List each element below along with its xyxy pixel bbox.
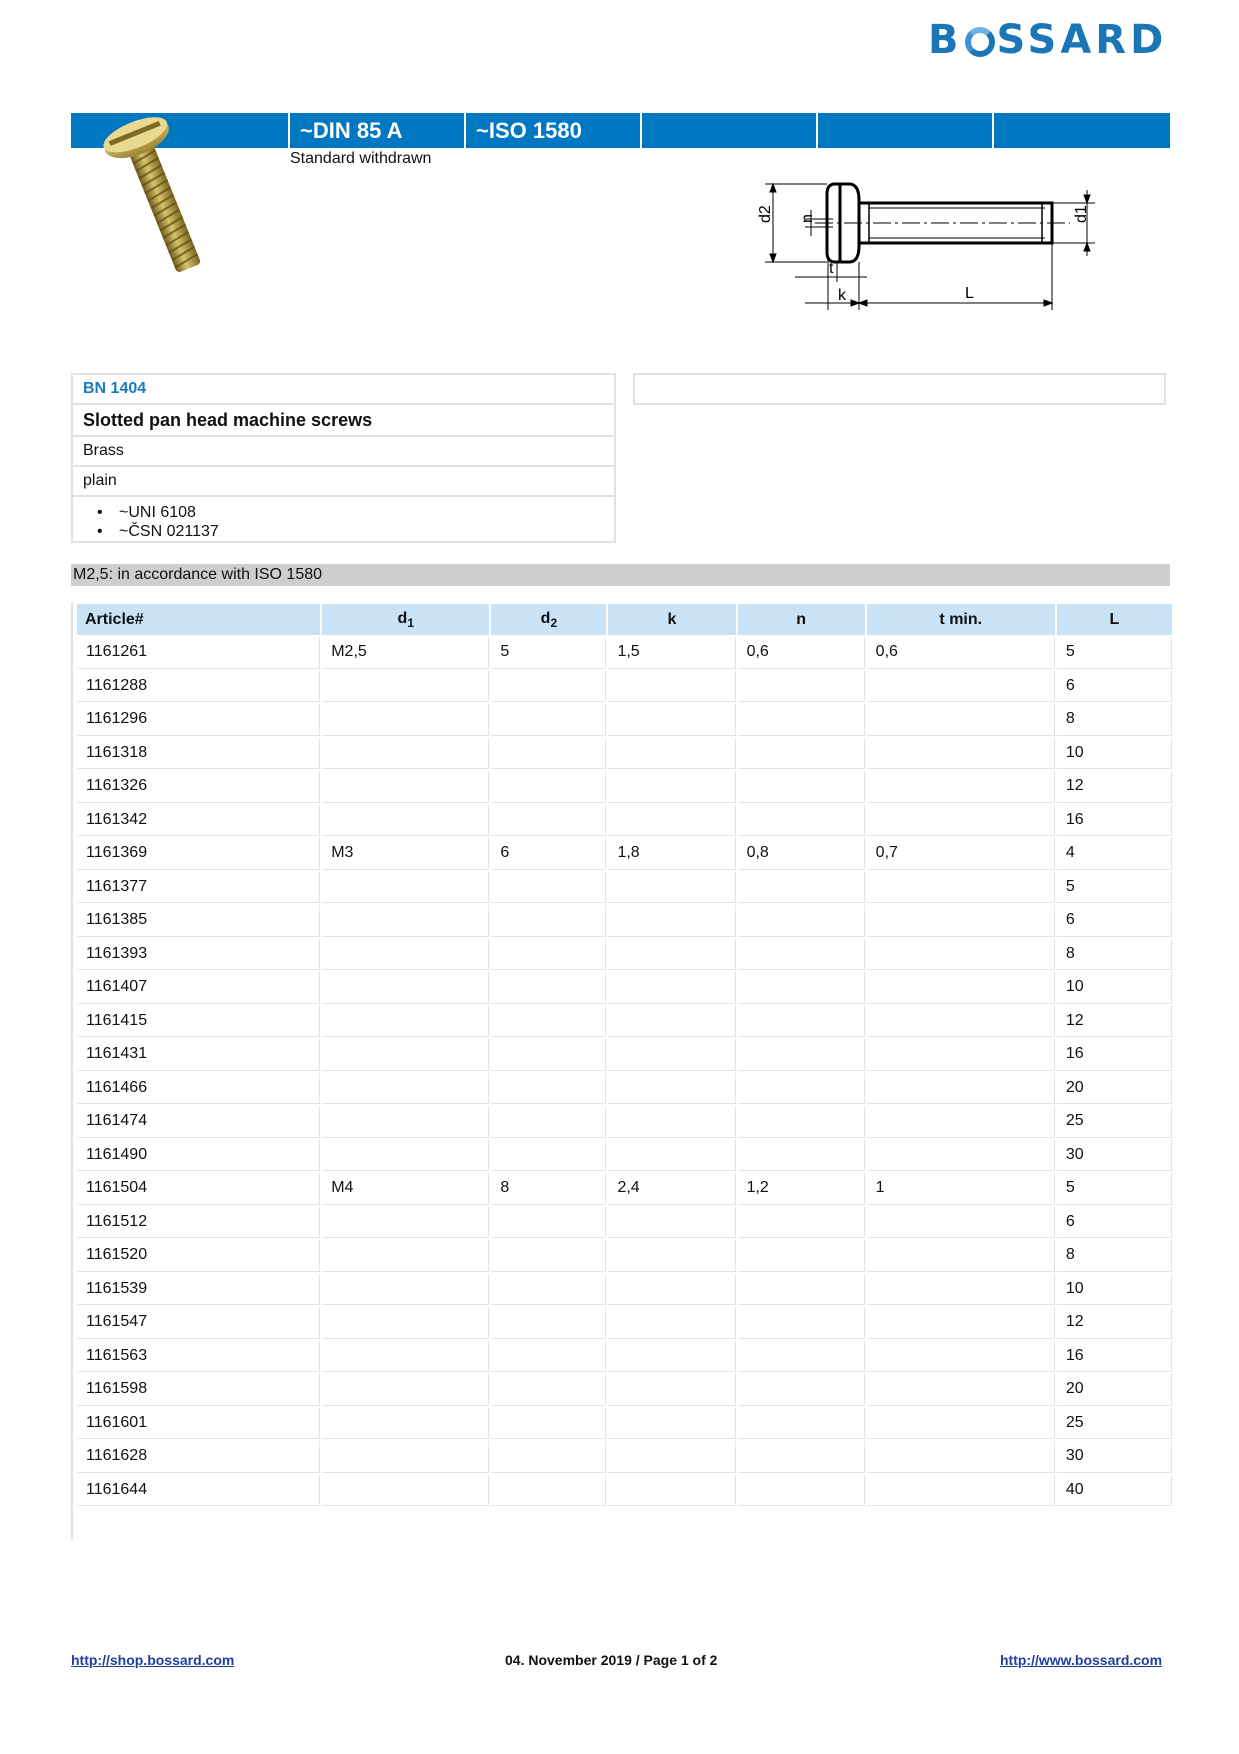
cell-n: 0,8 (738, 838, 865, 870)
table-row (77, 1006, 1172, 1038)
cell-k (608, 972, 735, 1004)
cell-t-min (867, 671, 1055, 703)
header-L: L (1057, 604, 1172, 635)
cell-n (738, 1106, 865, 1138)
cell-L: 25 (1057, 1408, 1172, 1440)
cell-n (738, 671, 865, 703)
cell-L: 25 (1057, 1106, 1172, 1138)
table-row (77, 939, 1172, 971)
technical-drawing (745, 170, 1145, 345)
cell-d2 (491, 1073, 606, 1105)
cell-L: 6 (1057, 671, 1172, 703)
cell-n (738, 1341, 865, 1373)
footer-web-link-wrap (1000, 1652, 1162, 1668)
cell-L: 10 (1057, 738, 1172, 770)
cell-d1 (322, 1073, 489, 1105)
cell-t-min (867, 939, 1055, 971)
cell-t-min (867, 1039, 1055, 1071)
cell-k (608, 1441, 735, 1473)
bossard-logo (928, 18, 1167, 62)
table-row (77, 1039, 1172, 1071)
cell-d1 (322, 905, 489, 937)
cell-article: 1161326 (77, 771, 320, 803)
table-row (77, 1374, 1172, 1406)
cell-d1 (322, 1006, 489, 1038)
cell-L: 30 (1057, 1441, 1172, 1473)
product-info-box (71, 373, 616, 543)
cell-k (608, 1140, 735, 1172)
table-row (77, 1341, 1172, 1373)
cell-L: 40 (1057, 1475, 1172, 1507)
cell-article: 1161385 (77, 905, 320, 937)
cell-d2: 6 (491, 838, 606, 870)
standard-note: M2,5: in accordance with ISO 1580 (71, 564, 1170, 586)
cell-k (608, 1274, 735, 1306)
cell-d1 (322, 1441, 489, 1473)
product-finish: plain (73, 467, 614, 497)
empty-info-box (633, 373, 1166, 405)
cell-n (738, 771, 865, 803)
cell-t-min (867, 1073, 1055, 1105)
cell-k (608, 1240, 735, 1272)
cell-k (608, 1341, 735, 1373)
cell-d2 (491, 704, 606, 736)
cell-d1 (322, 1408, 489, 1440)
cell-article: 1161539 (77, 1274, 320, 1306)
cell-n (738, 905, 865, 937)
table-row (77, 1307, 1172, 1339)
cell-d1 (322, 771, 489, 803)
cell-n (738, 738, 865, 770)
cell-d2 (491, 738, 606, 770)
cell-article: 1161547 (77, 1307, 320, 1339)
header-cell-empty (818, 113, 994, 148)
cell-d1 (322, 1106, 489, 1138)
footer-page-info: 04. November 2019 / Page 1 of 2 (505, 1652, 718, 1668)
equivalent-standard-item: • ~UNI 6108 (97, 503, 604, 522)
standards-header-bar (71, 113, 1170, 148)
table-row (77, 1173, 1172, 1205)
cell-d2: 8 (491, 1173, 606, 1205)
table-row (77, 838, 1172, 870)
cell-n (738, 1307, 865, 1339)
cell-d2 (491, 1240, 606, 1272)
cell-d1 (322, 704, 489, 736)
cell-L: 20 (1057, 1374, 1172, 1406)
cell-d2 (491, 1039, 606, 1071)
cell-k (608, 1106, 735, 1138)
cell-n (738, 1073, 865, 1105)
cell-t-min (867, 704, 1055, 736)
cell-L: 5 (1057, 637, 1172, 669)
cell-t-min: 1 (867, 1173, 1055, 1205)
cell-d1 (322, 1207, 489, 1239)
cell-d2 (491, 1274, 606, 1306)
cell-t-min (867, 1106, 1055, 1138)
website-link[interactable]: http://www.bossard.com (1000, 1652, 1163, 1668)
cell-L: 6 (1057, 1207, 1172, 1239)
cell-article: 1161504 (77, 1173, 320, 1205)
cell-t-min (867, 738, 1055, 770)
cell-article: 1161563 (77, 1341, 320, 1373)
table-row (77, 771, 1172, 803)
table-row (77, 1475, 1172, 1507)
logo-text-end: SSARD (996, 17, 1168, 63)
cell-L: 5 (1057, 872, 1172, 904)
table-row (77, 1073, 1172, 1105)
cell-n (738, 972, 865, 1004)
article-table (75, 602, 1174, 1508)
header-cell-empty (642, 113, 818, 148)
cell-d1 (322, 1274, 489, 1306)
cell-k (608, 671, 735, 703)
cell-article: 1161369 (77, 838, 320, 870)
cell-L: 6 (1057, 905, 1172, 937)
cell-n: 0,6 (738, 637, 865, 669)
header-cell-iso: ~ISO 1580 (466, 113, 642, 148)
cell-L: 10 (1057, 972, 1172, 1004)
cell-k (608, 1475, 735, 1507)
cell-d2 (491, 1341, 606, 1373)
cell-L: 8 (1057, 1240, 1172, 1272)
cell-d1 (322, 805, 489, 837)
cell-n (738, 1039, 865, 1071)
cell-L: 16 (1057, 805, 1172, 837)
table-row (77, 738, 1172, 770)
header-k: k (608, 604, 735, 635)
cell-d2 (491, 771, 606, 803)
table-row (77, 972, 1172, 1004)
cell-t-min (867, 905, 1055, 937)
cell-k (608, 1039, 735, 1071)
drawing-label-t: t (829, 260, 834, 277)
cell-t-min (867, 771, 1055, 803)
cell-t-min (867, 1274, 1055, 1306)
cell-article: 1161407 (77, 972, 320, 1004)
cell-d2 (491, 1441, 606, 1473)
cell-d2 (491, 805, 606, 837)
cell-n (738, 1475, 865, 1507)
cell-L: 16 (1057, 1039, 1172, 1071)
cell-k: 1,5 (608, 637, 735, 669)
cell-article: 1161288 (77, 671, 320, 703)
cell-n (738, 1408, 865, 1440)
cell-k (608, 1207, 735, 1239)
cell-k (608, 1408, 735, 1440)
cell-d2 (491, 939, 606, 971)
cell-article: 1161393 (77, 939, 320, 971)
table-row (77, 637, 1172, 669)
cell-article: 1161512 (77, 1207, 320, 1239)
shop-link[interactable]: http://shop.bossard.com (71, 1652, 235, 1668)
cell-k: 1,8 (608, 838, 735, 870)
table-row (77, 1140, 1172, 1172)
cell-n (738, 1140, 865, 1172)
cell-article: 1161318 (77, 738, 320, 770)
cell-t-min (867, 1374, 1055, 1406)
cell-article: 1161628 (77, 1441, 320, 1473)
article-table-container (71, 602, 1170, 1540)
cell-d2 (491, 1207, 606, 1239)
cell-k (608, 1073, 735, 1105)
screw-photo-icon (95, 108, 225, 283)
cell-article: 1161520 (77, 1240, 320, 1272)
cell-n (738, 872, 865, 904)
cell-d2 (491, 1006, 606, 1038)
cell-L: 8 (1057, 704, 1172, 736)
cell-n (738, 1441, 865, 1473)
cell-article: 1161296 (77, 704, 320, 736)
cell-d2 (491, 972, 606, 1004)
cell-t-min: 0,6 (867, 637, 1055, 669)
cell-d1 (322, 1307, 489, 1339)
cell-n (738, 704, 865, 736)
cell-L: 10 (1057, 1274, 1172, 1306)
drawing-label-d1: d1 (1073, 205, 1090, 223)
header-cell-empty (994, 113, 1170, 148)
cell-n (738, 1207, 865, 1239)
header-d2-main: d (540, 609, 551, 627)
cell-d1 (322, 872, 489, 904)
cell-d2 (491, 1307, 606, 1339)
header-n: n (738, 604, 865, 635)
drawing-label-k: k (838, 287, 846, 304)
cell-d1: M3 (322, 838, 489, 870)
product-code: BN 1404 (73, 375, 614, 405)
cell-L: 16 (1057, 1341, 1172, 1373)
cell-d1 (322, 1240, 489, 1272)
cell-t-min (867, 1341, 1055, 1373)
cell-t-min (867, 805, 1055, 837)
cell-article: 1161431 (77, 1039, 320, 1071)
product-name: Slotted pan head machine screws (73, 405, 614, 437)
header-d2-sub: 2 (550, 615, 558, 630)
cell-n (738, 1274, 865, 1306)
cell-d1 (322, 1039, 489, 1071)
header-d1-main: d (397, 609, 408, 627)
cell-article: 1161644 (77, 1475, 320, 1507)
header-d1-sub: 1 (407, 615, 415, 630)
cell-L: 20 (1057, 1073, 1172, 1105)
footer-shop-link-wrap (71, 1652, 234, 1668)
cell-t-min (867, 1475, 1055, 1507)
standard-status: Standard withdrawn (290, 150, 432, 167)
header-article: Article# (77, 604, 320, 635)
cell-d1 (322, 671, 489, 703)
cell-n: 1,2 (738, 1173, 865, 1205)
table-row (77, 1240, 1172, 1272)
equivalent-standards (73, 497, 614, 541)
cell-d1 (322, 738, 489, 770)
cell-article: 1161490 (77, 1140, 320, 1172)
header-t-min: t min. (867, 604, 1055, 635)
drawing-label-n: n (799, 214, 816, 223)
cell-article: 1161342 (77, 805, 320, 837)
product-material: Brass (73, 437, 614, 467)
drawing-label-d2: d2 (757, 205, 774, 223)
cell-L: 5 (1057, 1173, 1172, 1205)
cell-article: 1161377 (77, 872, 320, 904)
cell-L: 8 (1057, 939, 1172, 971)
cell-n (738, 1240, 865, 1272)
cell-d1 (322, 1374, 489, 1406)
cell-article: 1161601 (77, 1408, 320, 1440)
cell-t-min (867, 1307, 1055, 1339)
cell-k (608, 1374, 735, 1406)
cell-n (738, 939, 865, 971)
cell-t-min (867, 1140, 1055, 1172)
logo-text-start: B (928, 17, 963, 63)
cell-L: 12 (1057, 1006, 1172, 1038)
cell-d1 (322, 1475, 489, 1507)
cell-d1: M2,5 (322, 637, 489, 669)
table-row (77, 872, 1172, 904)
cell-n (738, 1374, 865, 1406)
cell-d1 (322, 1140, 489, 1172)
drawing-label-L: L (965, 285, 974, 302)
cell-t-min (867, 1207, 1055, 1239)
header-d2 (491, 604, 606, 635)
cell-k (608, 1307, 735, 1339)
table-row (77, 1274, 1172, 1306)
cell-k (608, 805, 735, 837)
table-header-row (77, 604, 1172, 635)
table-row (77, 905, 1172, 937)
cell-d1 (322, 1341, 489, 1373)
table-body (77, 637, 1172, 1506)
table-row (77, 1408, 1172, 1440)
cell-d2 (491, 1408, 606, 1440)
cell-article: 1161415 (77, 1006, 320, 1038)
cell-t-min (867, 872, 1055, 904)
header-d1 (322, 604, 489, 635)
cell-d1 (322, 939, 489, 971)
cell-d2 (491, 1140, 606, 1172)
cell-L: 12 (1057, 771, 1172, 803)
cell-d2 (491, 1106, 606, 1138)
table-row (77, 805, 1172, 837)
cell-t-min: 0,7 (867, 838, 1055, 870)
table-row (77, 1106, 1172, 1138)
cell-t-min (867, 1006, 1055, 1038)
logo-ring-icon (965, 27, 995, 57)
cell-k (608, 771, 735, 803)
cell-k: 2,4 (608, 1173, 735, 1205)
cell-L: 12 (1057, 1307, 1172, 1339)
cell-L: 30 (1057, 1140, 1172, 1172)
table-row (77, 704, 1172, 736)
table-row (77, 671, 1172, 703)
cell-k (608, 905, 735, 937)
cell-article: 1161261 (77, 637, 320, 669)
cell-t-min (867, 1240, 1055, 1272)
cell-article: 1161466 (77, 1073, 320, 1105)
cell-n (738, 805, 865, 837)
cell-d1: M4 (322, 1173, 489, 1205)
cell-article: 1161474 (77, 1106, 320, 1138)
cell-d2 (491, 671, 606, 703)
cell-d1 (322, 972, 489, 1004)
cell-k (608, 872, 735, 904)
cell-k (608, 738, 735, 770)
header-cell-din: ~DIN 85 A (290, 113, 466, 148)
cell-d2 (491, 1475, 606, 1507)
cell-article: 1161598 (77, 1374, 320, 1406)
cell-L: 4 (1057, 838, 1172, 870)
cell-t-min (867, 1408, 1055, 1440)
cell-n (738, 1006, 865, 1038)
cell-k (608, 939, 735, 971)
cell-k (608, 704, 735, 736)
cell-d2 (491, 905, 606, 937)
cell-t-min (867, 972, 1055, 1004)
equivalent-standard-item: • ~ČSN 021137 (97, 522, 604, 541)
table-row (77, 1207, 1172, 1239)
table-row (77, 1441, 1172, 1473)
cell-d2 (491, 872, 606, 904)
cell-d2: 5 (491, 637, 606, 669)
cell-d2 (491, 1374, 606, 1406)
cell-t-min (867, 1441, 1055, 1473)
cell-k (608, 1006, 735, 1038)
